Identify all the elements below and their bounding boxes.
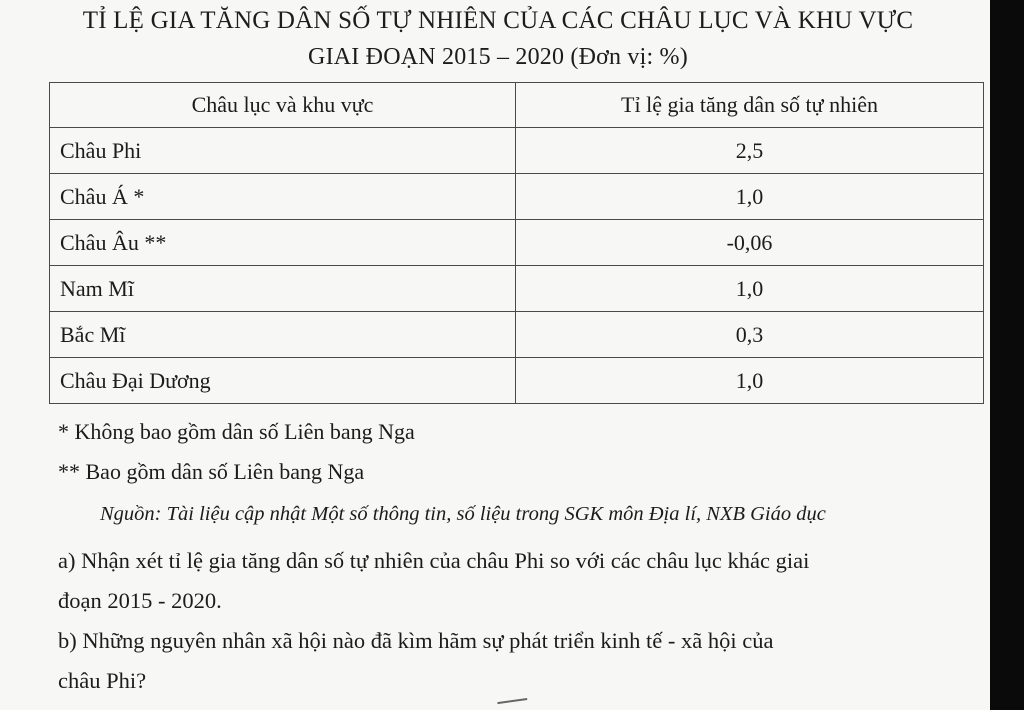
question-b-line2: châu Phi? — [58, 668, 147, 693]
table-row — [50, 220, 984, 266]
cut-off-text-fragment — [497, 698, 528, 710]
rate-cell: 1,0 — [516, 174, 984, 220]
page-title-line1: TỈ LỆ GIA TĂNG DÂN SỐ TỰ NHIÊN CỦA CÁC CHÂU LỤC VÀ KHU VỰC — [82, 7, 914, 34]
table-row — [50, 312, 984, 358]
rate-cell: 2,5 — [516, 128, 984, 174]
footnote-single-asterisk: * Không bao gồm dân số Liên bang Nga — [58, 419, 415, 444]
column-header-region: Châu lục và khu vực — [50, 83, 516, 128]
table-row — [50, 266, 984, 312]
region-cell: Châu Á * — [50, 174, 516, 220]
table-row — [50, 358, 984, 404]
region-cell: Bắc Mĩ — [50, 312, 516, 358]
population-growth-table — [49, 82, 984, 404]
table-row — [50, 128, 984, 174]
region-cell: Châu Âu ** — [50, 220, 516, 266]
source-citation: Nguồn: Tài liệu cập nhật Một số thông tin, số liệu trong SGK môn Địa lí, NXB Giáo dục — [100, 503, 826, 525]
rate-cell: 0,3 — [516, 312, 984, 358]
rate-cell: 1,0 — [516, 266, 984, 312]
question-a-line2: đoạn 2015 - 2020. — [58, 588, 222, 613]
column-header-rate: Tỉ lệ gia tăng dân số tự nhiên — [516, 83, 984, 128]
question-a-line1: a) Nhận xét tỉ lệ gia tăng dân số tự nhiên của châu Phi so với các châu lục khác giai — [58, 548, 810, 573]
page-title-line2: GIAI ĐOẠN 2015 – 2020 (Đơn vị: %) — [308, 44, 688, 70]
question-b-line1: b) Những nguyên nhân xã hội nào đã kìm hãm sự phát triển kinh tế - xã hội của — [58, 628, 774, 653]
screen-edge-border — [990, 0, 1024, 710]
region-cell: Nam Mĩ — [50, 266, 516, 312]
rate-cell: -0,06 — [516, 220, 984, 266]
footnote-double-asterisk: ** Bao gồm dân số Liên bang Nga — [58, 459, 365, 484]
table-header-row — [50, 83, 984, 128]
table-row — [50, 174, 984, 220]
region-cell: Châu Đại Dương — [50, 358, 516, 404]
region-cell: Châu Phi — [50, 128, 516, 174]
rate-cell: 1,0 — [516, 358, 984, 404]
